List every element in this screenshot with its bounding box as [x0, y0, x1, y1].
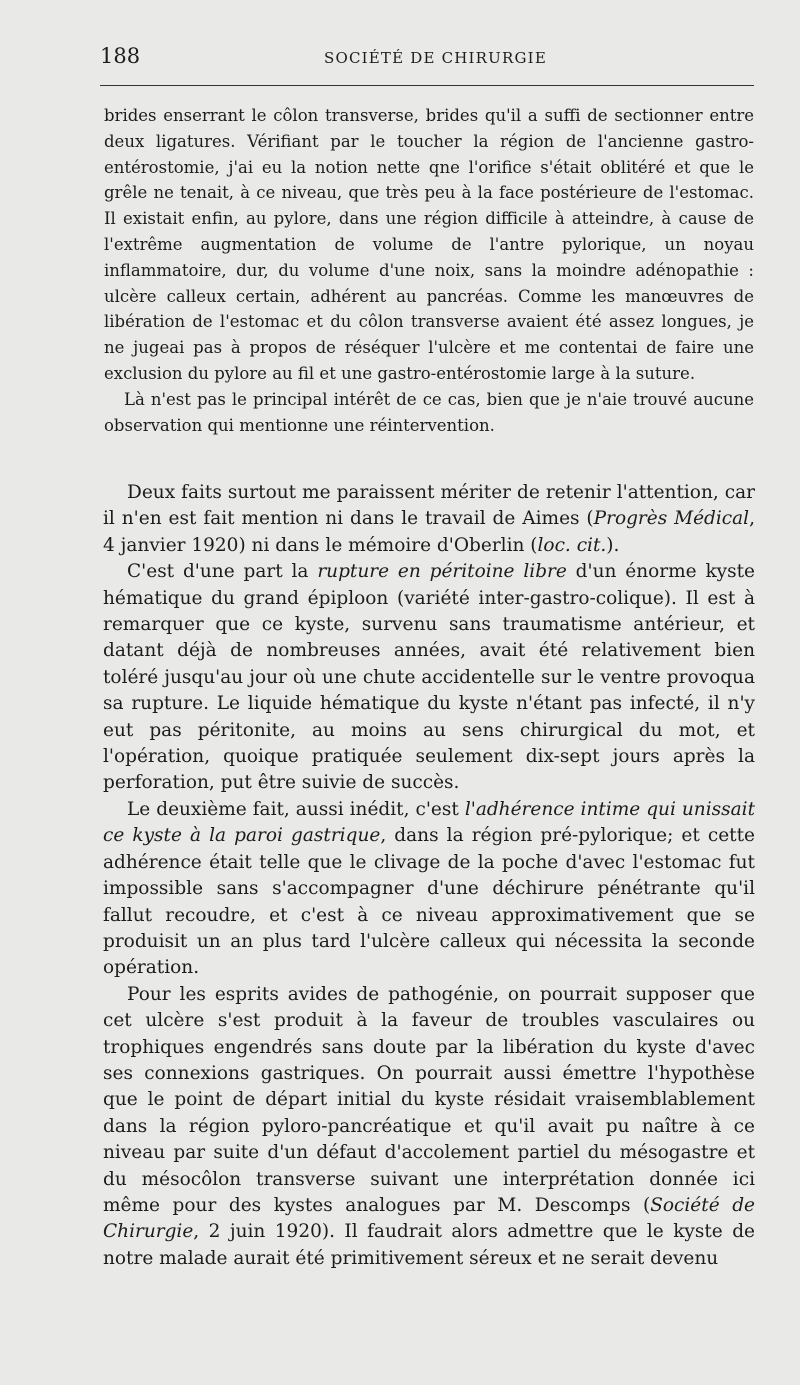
text-run: , 2 juin 1920). Il faudrait alors admettre que le kyste de notre malade aurait été primitivement séreux et ne serait devenu: [103, 1221, 755, 1269]
text-run: , dans la région pré-pylorique; et cette adhérence était telle que le clivage de la poche d'avec l'estomac fut impossible sans s'accompagner d'une déchirure pénétrante qu'il fallut recoudre, et c'est à ce niveau approximativement que se produisit un an plus tard l'ulcère calleux qui nécessita la seconde opération.: [103, 825, 756, 979]
paragraph-deux-faits: [103, 480, 755, 559]
emphasis-adherence: l'adhérence intime qui unissait ce kyste à la paroi gastrique: [103, 798, 755, 847]
page-number: 188: [100, 44, 141, 68]
header-rule: [100, 85, 754, 86]
text-run: Pour les esprits avides de pathogénie, on pourrait supposer que cet ulcère s'est produit à la faveur de troubles vasculaires ou trophiques engendrés sans doute par la libération du kyste d'avec ses connexions gastriques. On pourrait aussi émettre l'hypothèse que le point de départ initial du kyste résidait vraisemblablement dans la région pyloro-pancréatique et qu'il avait pu naître à ce niveau par suite d'un défaut d'accolement partiel du mésogastre et du mésocôlon transverse suivant une interprétation donnée ici même pour des kystes analogues par M. Descomps (: [103, 983, 755, 1216]
page-smudge-mark: [760, 1349, 774, 1359]
paragraph-rupture: [103, 559, 755, 797]
journal-title: Progrès Médical: [593, 508, 750, 530]
running-title: SOCIÉTÉ DE CHIRURGIE: [324, 49, 547, 67]
paragraph-continued: brides enserrant le côlon transverse, brides qu'il a suffi de sectionner entre deux ligatures. Vérifiant par le toucher la région de l'ancienne gastro-entérostomie, j'ai eu la notion nette qne l'orifice s'était oblitéré et que le grêle ne tenait, à ce niveau, que très peu à la face postérieure de l'estomac. Il existait enfin, au pylore, dans une région difficile à atteindre, à cause de l'extrême augmentation de volume de l'antre pylorique, un noyau inflammatoire, dur, du volume d'une noix, sans la moindre adénopathie : ulcère calleux certain, adhérent au pancréas. Comme les manœuvres de libération de l'estomac et du côlon transverse avaient été assez longues, je ne jugeai pas à propos de réséquer l'ulcère et me contentai de faire une exclusion du pylore au fil et une gastro-entérostomie large à la suture.: [104, 106, 754, 383]
main-text-section: [103, 480, 755, 1272]
text-run: , 4 janvier 1920) ni dans le mémoire d'Oberlin (: [103, 508, 755, 556]
emphasis-rupture: rupture en péritoine libre: [317, 561, 567, 583]
paragraph-pathogenie: [103, 982, 755, 1272]
citation-loc-cit: loc. cit.: [537, 534, 607, 556]
page-header: [100, 44, 760, 74]
journal-title: Société de Chirurgie: [103, 1194, 755, 1243]
text-run: d'un énorme kyste hématique du grand épiploon (variété inter-gastro-colique). Il est à remarquer que ce kyste, survenu sans traumatisme antérieur, et datant déjà de nombreuses années, avait été relativement bien toléré jusqu'au jour où une chute accidentelle sur le ventre provoqua sa rupture. Le liquide hématique du kyste n'étant pas infecté, il n'y eut pas péritonite, au moins au sens chirurgical du mot, et l'opération, quoique pratiquée seulement dix-sept jours après la perforation, put être suivie de succès.: [103, 561, 755, 794]
paragraph-adherence: [103, 797, 755, 982]
paragraph-principal-interet: Là n'est pas le principal intérêt de ce cas, bien que je n'aie trouvé aucune observation qui mentionne une réintervention.: [104, 389, 754, 435]
text-run: C'est d'une part la: [127, 561, 318, 583]
text-run: Deux faits surtout me paraissent mériter de retenir l'attention, car il n'en est fait mention ni dans le travail de Aimes (: [103, 482, 755, 530]
small-print-section: [104, 103, 754, 438]
text-run: Le deuxième fait, aussi inédit, c'est: [127, 798, 465, 820]
text-run: ).: [606, 534, 620, 556]
